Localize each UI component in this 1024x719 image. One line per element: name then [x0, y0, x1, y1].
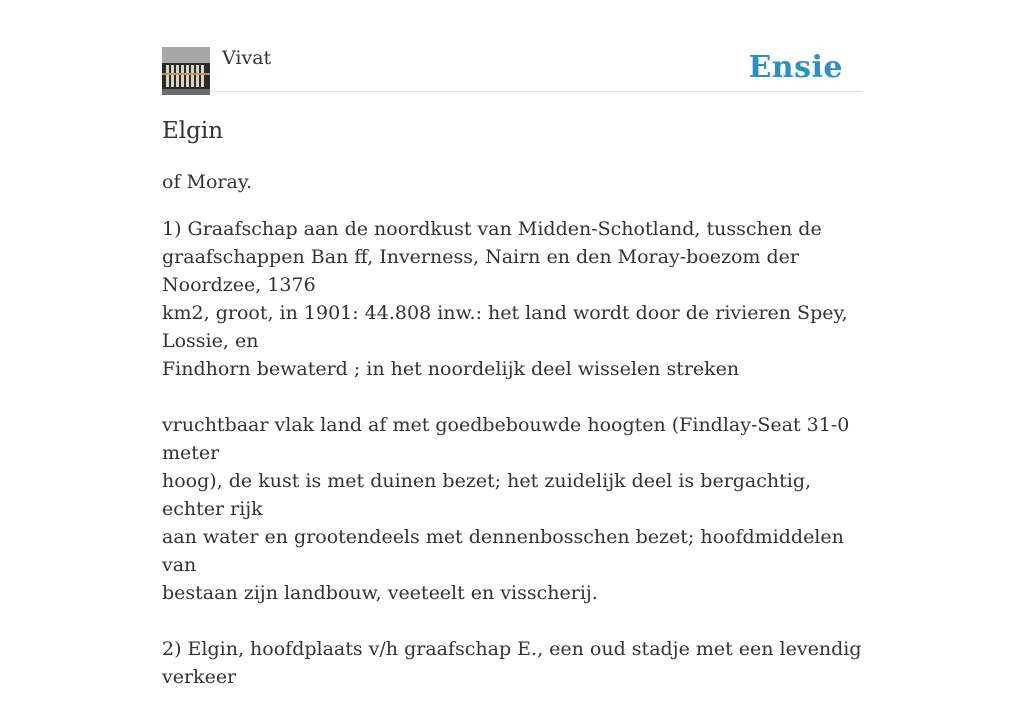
article-subtitle: of Moray.	[162, 171, 253, 193]
article-paragraph: 2) Elgin, hoofdplaats v/h graafschap E., een oud stadje met een levendig verkeer	[162, 638, 862, 688]
article-paragraph: vruchtbaar vlak land af met goedbebouwde hoogten (Findlay-Seat 31-0 meter hoog), de kust is met duinen bezet; het zuidelijk deel is bergachtig, echter rijk aan water en grootendeels met dennenbosschen bezet; hoofdmiddelen van bestaan zijn landbouw, veeteelt en visscherij.	[162, 414, 850, 604]
avatar-image	[162, 47, 210, 95]
brand-logo[interactable]: Ensie	[748, 50, 843, 85]
header	[162, 46, 862, 92]
page-title: Elgin	[162, 118, 224, 144]
article-paragraph: 1) Graafschap aan de noordkust van Midden-Schotland, tusschen de graafschappen Ban ff, Inverness, Nairn en den Moray-boezom der Noordzee, 1376 km2, groot, in 1901: 44.808 inw.: het land wordt door de rivieren Spey, Lossie, en Findhorn bewaterd ; in het noordelijk deel wisselen streken	[162, 218, 848, 380]
source-name[interactable]: Vivat	[222, 47, 272, 69]
article-body	[162, 215, 872, 719]
book-spines-icon[interactable]	[162, 47, 210, 95]
